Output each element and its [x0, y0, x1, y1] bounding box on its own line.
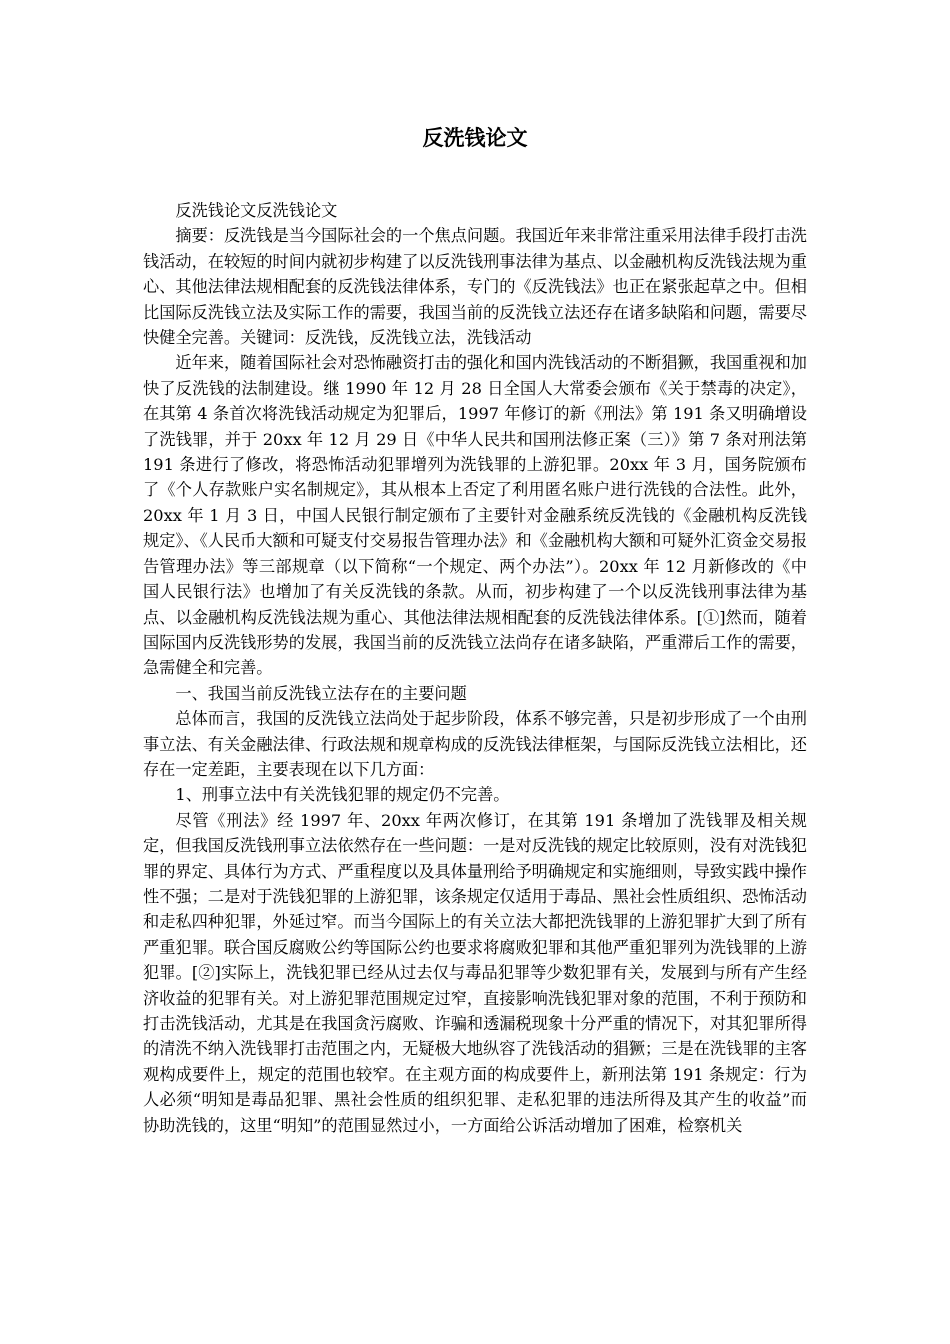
paragraph-introduction: 近年来，随着国际社会对恐怖融资打击的强化和国内洗钱活动的不断猖獗，我国重视和加快了反洗钱的法制建设。继 1990 年 12 月 28 日全国人大常委会颁布《关于禁毒的决定》，在其第 4 条首次将洗钱活动规定为犯罪后，1997 年修订的新《刑法》第 191 条又明确增设了洗钱罪，并于 20xx 年 12 月 29 日《中华人民共和国刑法修正案（三）》第 7 条对刑法第 191 条进行了修改，将恐怖活动犯罪增列为洗钱罪的上游犯罪。20xx 年 3 月，国务院颁布了《个人存款账户实名制规定》，其从根本上否定了利用匿名账户进行洗钱的合法性。此外，20xx 年 1 月 3 日，中国人民银行制定颁布了主要针对金融系统反洗钱的《金融机构反洗钱规定》、《人民币大额和可疑支付交易报告管理办法》和《金融机构大额和可疑外汇资金交易报告管理办法》等三部规章（以下简称“一个规定、两个办法”）。20xx 年 12 月新修改的《中国人民银行法》也增加了有关反洗钱的条款。从而，初步构建了一个以反洗钱刑事法律为基点、以金融机构反洗钱法规为重心、其他法律法规相配套的反洗钱法律体系。[①]然而，随着国际国内反洗钱形势的发展，我国当前的反洗钱立法尚存在诸多缺陷，严重滞后工作的需要，急需健全和完善。 — [143, 353, 807, 678]
paragraph-overview: 总体而言，我国的反洗钱立法尚处于起步阶段，体系不够完善，只是初步形成了一个由刑事立法、有关金融法律、行政法规和规章构成的反洗钱法律框架，与国际反洗钱立法相比，还存在一定差距，主要表现在以下几方面： — [143, 709, 807, 779]
paragraph-heading-repeat: 反洗钱论文反洗钱论文 — [175, 201, 338, 220]
paragraph-abstract: 摘要：反洗钱是当今国际社会的一个焦点问题。我国近年来非常注重采用法律手段打击洗钱活动，在较短的时间内就初步构建了以反洗钱刑事法律为基点、以金融机构反洗钱法规为重心、其他法律法规相配套的反洗钱法律体系，专门的《反洗钱法》也正在紧张起草之中。但相比国际反洗钱立法及实际工作的需要，我国当前的反洗钱立法还存在诸多缺陷和问题，需要尽快健全完善。关键词：反洗钱，反洗钱立法，洗钱活动 — [143, 226, 807, 348]
document-title: 反洗钱论文 — [422, 126, 528, 150]
paragraph-criminal-legislation: 尽管《刑法》经 1997 年、20xx 年两次修订，在其第 191 条增加了洗钱罪及相关规定，但我国反洗钱刑事立法依然存在一些问题：一是对反洗钱的规定比较原则，没有对洗钱犯罪的界定、具体行为方式、严重程度以及具体量刑给予明确规定和实施细则，导致实践中操作性不强；二是对于洗钱犯罪的上游犯罪，该条规定仅适用于毒品、黑社会性质组织、恐怖活动和走私四种犯罪，外延过窄。而当今国际上的有关立法大都把洗钱罪的上游犯罪扩大到了所有严重犯罪。联合国反腐败公约等国际公约也要求将腐败犯罪和其他严重犯罪列为洗钱罪的上游犯罪。[②]实际上，洗钱犯罪已经从过去仅与毒品犯罪等少数犯罪有关，发展到与所有产生经济收益的犯罪有关。对上游犯罪范围规定过窄，直接影响洗钱犯罪对象的范围，不利于预防和打击洗钱活动，尤其是在我国贪污腐败、诈骗和透漏税现象十分严重的情况下，对其犯罪所得的清洗不纳入洗钱罪打击范围之内，无疑极大地纵容了洗钱活动的猖獗；三是在洗钱罪的主客观构成要件上，规定的范围也较窄。在主观方面的构成要件上，新刑法第 191 条规定：行为人必须“明知是毒品犯罪、黑社会性质的组织犯罪、走私犯罪的违法所得及其产生的收益”而协助洗钱的，这里“明知”的范围显然过小，一方面给公诉活动增加了困难，检察机关 — [143, 810, 807, 1135]
document-body — [143, 198, 807, 1138]
subsection-heading-criminal-legislation: 1、刑事立法中有关洗钱犯罪的规定仍不完善。 — [175, 785, 510, 805]
section-heading-main-problems: 一、我国当前反洗钱立法存在的主要问题 — [175, 683, 467, 703]
